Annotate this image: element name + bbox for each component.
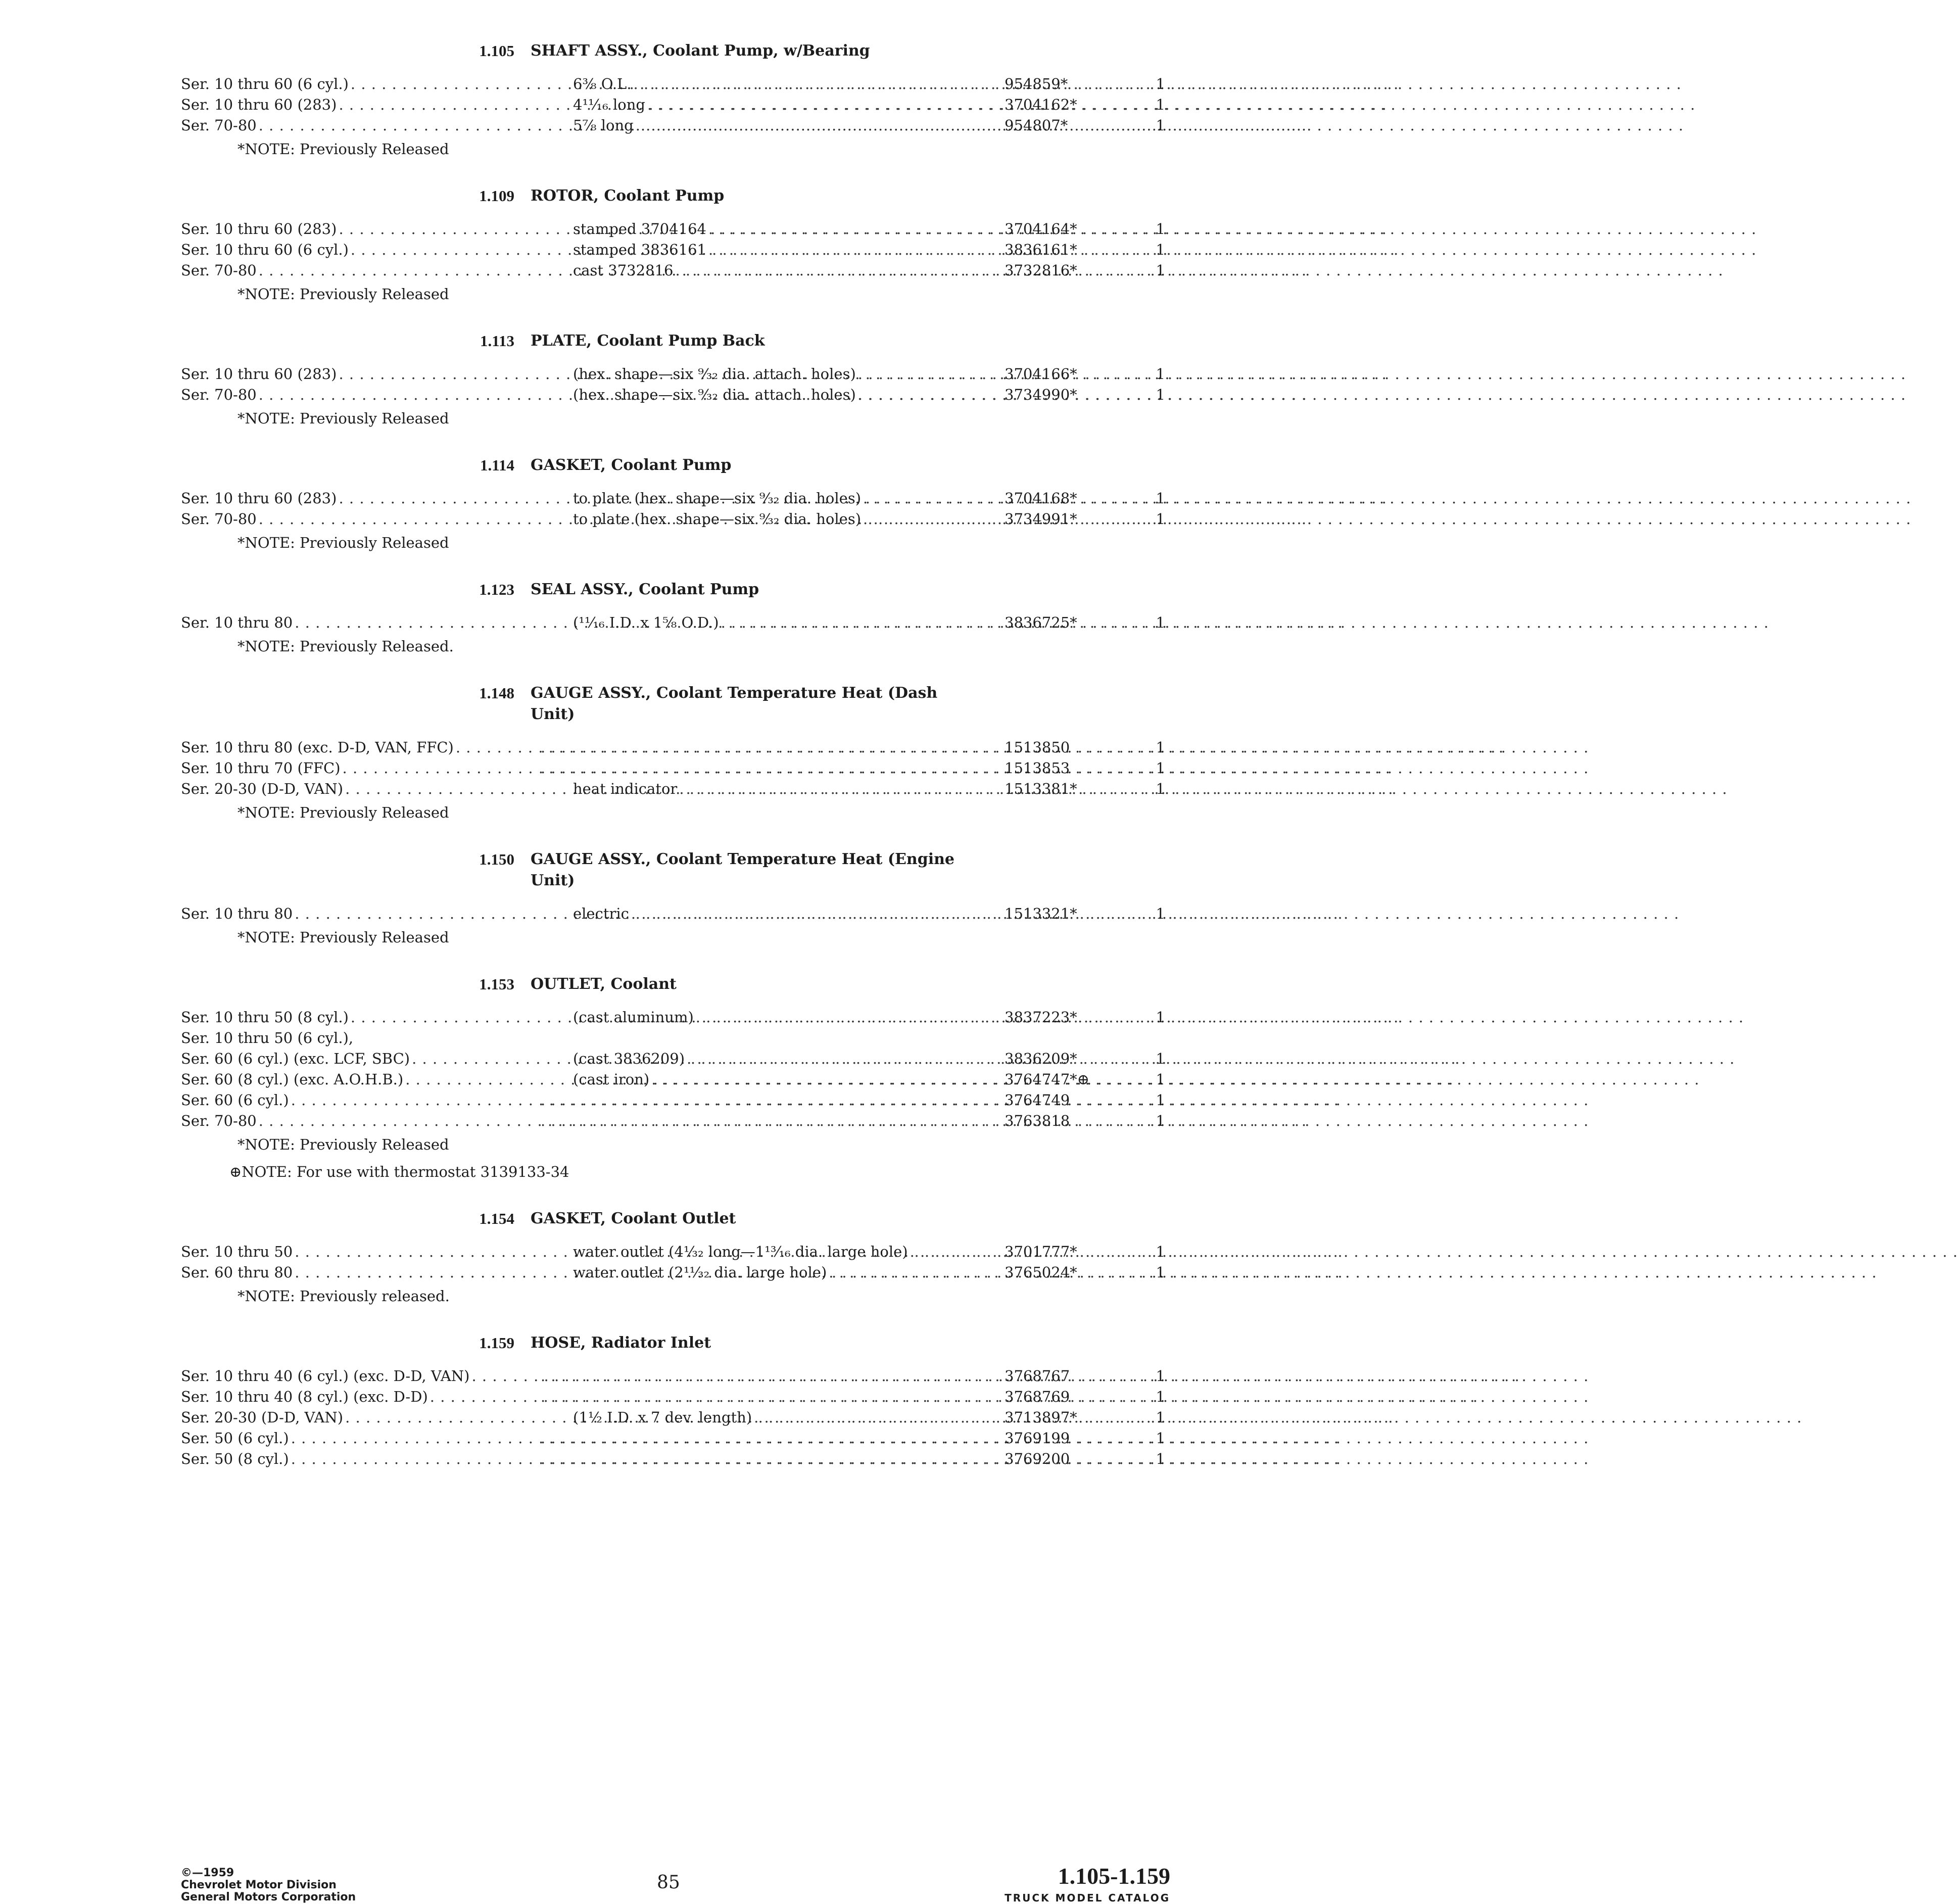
description-text: electric	[573, 905, 629, 922]
quantity: 1	[1156, 1409, 1165, 1426]
part-number: 3765024*	[1005, 1264, 1077, 1281]
section-number: 1.148	[479, 684, 514, 702]
application-text: Ser. 70-80	[181, 510, 257, 528]
section-note: *NOTE: Previously Released	[237, 929, 449, 946]
part-number: 3769200	[1005, 1450, 1070, 1467]
application-text: Ser. 20-30 (D-D, VAN)	[181, 780, 344, 797]
catalog-section	[181, 849, 1181, 947]
section-header	[181, 1332, 1181, 1354]
application-text: Ser. 60 (8 cyl.) (exc. A.O.H.B.)	[181, 1071, 404, 1088]
section-note: *NOTE: Previously Released.	[237, 638, 454, 655]
quantity: 1	[1156, 1071, 1165, 1088]
section-number: 1.105	[479, 42, 514, 60]
section-header	[181, 849, 1181, 891]
application-text: Ser. 10 thru 60 (6 cyl.)	[181, 75, 349, 92]
parts-row	[181, 1069, 1181, 1090]
application-text: Ser. 70-80	[181, 117, 257, 134]
application-cell	[181, 903, 514, 924]
part-number: 1513321*	[1005, 905, 1077, 922]
application-cell	[181, 1242, 514, 1262]
description-cell	[539, 1449, 984, 1469]
parts-row	[181, 612, 1181, 633]
section-header	[181, 579, 1181, 600]
quantity: 1	[1156, 780, 1165, 797]
application-text: Ser. 50 (6 cyl.)	[181, 1430, 289, 1447]
application-cell	[181, 1407, 514, 1428]
publisher-block	[181, 1867, 356, 1903]
part-number: 3704162*	[1005, 96, 1077, 113]
corporation-name: General Motors Corporation	[181, 1891, 356, 1903]
application-text: Ser. 10 thru 50 (6 cyl.),	[181, 1029, 354, 1046]
description-cell	[539, 364, 984, 385]
application-text: Ser. 60 thru 80	[181, 1264, 293, 1281]
parts-row	[181, 903, 1181, 924]
description-cell	[539, 1262, 984, 1283]
description-cell	[539, 1428, 984, 1449]
part-number: 3704164*	[1005, 220, 1077, 237]
parts-row	[181, 1028, 1181, 1049]
parts-row	[181, 1449, 1181, 1469]
parts-row	[181, 758, 1181, 779]
section-note: *NOTE: Previously Released	[237, 804, 449, 821]
parts-row	[181, 364, 1181, 385]
quantity: 1	[1156, 1050, 1165, 1067]
section-number: 1.153	[479, 975, 514, 993]
quantity: 1	[1156, 96, 1165, 113]
application-cell	[181, 1049, 514, 1069]
application-text: Ser. 10 thru 40 (6 cyl.) (exc. D-D, VAN)	[181, 1367, 470, 1385]
dot-leader	[651, 1069, 1699, 1090]
section-number: 1.159	[479, 1334, 514, 1352]
section-number: 1.114	[480, 456, 514, 474]
section-number: 1.154	[479, 1210, 514, 1227]
description-cell	[539, 1007, 984, 1028]
application-cell	[181, 737, 514, 758]
application-text: Ser. 70-80	[181, 1112, 257, 1129]
section-note: ⊕NOTE: For use with thermostat 3139133-34	[229, 1163, 569, 1180]
application-cell	[181, 758, 514, 779]
part-number: 3836725*	[1005, 614, 1077, 631]
application-cell	[181, 1262, 514, 1283]
part-number: 3734991*	[1005, 510, 1077, 528]
catalog-page	[181, 40, 1181, 1496]
application-cell	[181, 94, 514, 115]
section-header	[181, 974, 1181, 995]
catalog-section	[181, 1332, 1181, 1469]
parts-row	[181, 1049, 1181, 1069]
section-title: OUTLET, Coolant	[531, 975, 677, 993]
quantity: 1	[1156, 241, 1165, 258]
catalog-section	[181, 579, 1181, 656]
parts-row	[181, 1407, 1181, 1428]
description-cell	[539, 1387, 984, 1407]
part-number: 3764747*⊕	[1005, 1071, 1089, 1088]
application-text: Ser. 70-80	[181, 386, 257, 403]
part-number: 3769199	[1005, 1430, 1070, 1447]
description-text: (1½ I.D. x 7 dev. length)	[573, 1409, 752, 1426]
application-cell	[181, 779, 514, 799]
description-cell	[539, 385, 984, 405]
description-cell	[539, 1407, 984, 1428]
parts-row	[181, 385, 1181, 405]
description-text: cast 3732816	[573, 262, 674, 279]
quantity: 1	[1156, 220, 1165, 237]
dot-leader	[696, 1007, 1744, 1028]
description-text: stamped 3704164	[573, 220, 706, 237]
quantity: 1	[1156, 614, 1165, 631]
description-text: stamped 3836161	[573, 241, 706, 258]
application-cell	[181, 74, 514, 94]
part-number: 3768767	[1005, 1367, 1070, 1385]
description-text: 4¹¹⁄₁₆ long	[573, 96, 645, 113]
parts-row	[181, 219, 1181, 240]
part-number: 3704168*	[1005, 490, 1077, 507]
dot-leader	[708, 240, 1756, 260]
part-number: 3763818	[1005, 1112, 1070, 1129]
parts-row	[181, 1428, 1181, 1449]
page-range-block	[1005, 1864, 1170, 1904]
section-title: GAUGE ASSY., Coolant Temperature Heat (Engine Unit)	[531, 850, 955, 889]
quantity: 1	[1156, 262, 1165, 279]
description-cell	[539, 509, 984, 530]
application-cell	[181, 364, 514, 385]
quantity: 1	[1156, 759, 1165, 777]
quantity: 1	[1156, 1091, 1165, 1109]
section-header	[181, 330, 1181, 352]
application-text: Ser. 10 thru 70 (FFC)	[181, 759, 341, 777]
section-title: SEAL ASSY., Coolant Pump	[531, 581, 759, 598]
quantity: 1	[1156, 1112, 1165, 1129]
section-number: 1.123	[479, 581, 514, 598]
catalog-section	[181, 330, 1181, 429]
part-number: 3836209*	[1005, 1050, 1077, 1067]
part-number: 3836161*	[1005, 241, 1077, 258]
application-text: Ser. 10 thru 60 (283)	[181, 220, 337, 237]
quantity: 1	[1156, 905, 1165, 922]
section-note: *NOTE: Previously Released	[237, 534, 449, 551]
part-number: 3732816*	[1005, 262, 1077, 279]
description-cell	[539, 260, 984, 281]
description-cell	[539, 488, 984, 509]
parts-row	[181, 509, 1181, 530]
description-cell	[539, 1069, 984, 1090]
part-number: 1513381*	[1005, 780, 1077, 797]
quantity: 1	[1156, 386, 1165, 403]
description-cell	[539, 1090, 984, 1111]
description-text: (hex. shape—six ⁹⁄₃₂ dia. attach. holes)	[573, 365, 856, 383]
application-cell	[181, 509, 514, 530]
quantity: 1	[1156, 490, 1165, 507]
parts-row	[181, 260, 1181, 281]
description-cell	[539, 779, 984, 799]
section-title: GASKET, Coolant Outlet	[531, 1210, 736, 1227]
parts-row	[181, 1366, 1181, 1387]
description-text: to plate (hex. shape—six ⁹⁄₃₂ dia. holes)	[573, 510, 862, 528]
section-title: GASKET, Coolant Pump	[531, 456, 732, 474]
parts-row	[181, 1242, 1181, 1262]
dot-leader	[675, 260, 1723, 281]
application-cell	[181, 1366, 514, 1387]
part-number: 3764749	[1005, 1091, 1070, 1109]
part-number: 954859*	[1005, 75, 1068, 92]
quantity: 1	[1156, 510, 1165, 528]
description-text: (cast 3836209)	[573, 1050, 685, 1067]
description-cell	[539, 1366, 984, 1387]
application-text: Ser. 10 thru 60 (283)	[181, 96, 337, 113]
section-title: ROTOR, Coolant Pump	[531, 187, 725, 205]
parts-row	[181, 74, 1181, 94]
application-text: Ser. 10 thru 80	[181, 905, 293, 922]
description-text: (hex. shape—six ⁹⁄₃₂ dia. attach. holes)	[573, 386, 856, 403]
quantity: 1	[1156, 75, 1165, 92]
section-title: HOSE, Radiator Inlet	[531, 1334, 711, 1352]
section-header	[181, 683, 1181, 725]
application-text: Ser. 10 thru 80	[181, 614, 293, 631]
application-cell	[181, 612, 514, 633]
description-text: heat indicator	[573, 780, 678, 797]
section-title: SHAFT ASSY., Coolant Pump, w/Bearing	[531, 42, 870, 60]
description-cell	[539, 737, 984, 758]
catalog-section	[181, 974, 1181, 1182]
quantity: 1	[1156, 1450, 1165, 1467]
application-cell	[181, 1090, 514, 1111]
application-text: Ser. 20-30 (D-D, VAN)	[181, 1409, 344, 1426]
section-note: *NOTE: Previously Released	[237, 140, 449, 158]
application-cell	[181, 1387, 514, 1407]
part-number: 3768769	[1005, 1388, 1070, 1405]
application-text: Ser. 10 thru 80 (exc. D-D, VAN, FFC)	[181, 739, 454, 756]
section-note: *NOTE: Previously Released	[237, 285, 449, 303]
description-cell	[539, 758, 984, 779]
quantity: 1	[1156, 365, 1165, 383]
description-cell	[539, 240, 984, 260]
section-title: PLATE, Coolant Pump Back	[531, 332, 765, 350]
page-range: 1.105-1.159	[1058, 1863, 1170, 1889]
application-cell	[181, 219, 514, 240]
application-text: Ser. 50 (8 cyl.)	[181, 1450, 289, 1467]
description-text: 6³⁄₈ O.L.	[573, 75, 632, 92]
section-header	[181, 455, 1181, 476]
dot-leader	[721, 612, 1769, 633]
section-number: 1.109	[479, 187, 514, 205]
catalog-name: TRUCK MODEL CATALOG	[1005, 1892, 1170, 1904]
part-number: 3701777*	[1005, 1243, 1077, 1260]
section-title: GAUGE ASSY., Coolant Temperature Heat (Dash Unit)	[531, 684, 938, 723]
part-number: 1513850	[1005, 739, 1070, 756]
part-number: 3837223*	[1005, 1009, 1077, 1026]
application-cell	[181, 1449, 514, 1469]
page-number: 85	[657, 1872, 680, 1893]
part-number: 3734990*	[1005, 386, 1077, 403]
application-text: Ser. 10 thru 60 (283)	[181, 490, 337, 507]
quantity: 1	[1156, 1367, 1165, 1385]
application-cell	[181, 260, 514, 281]
dot-leader	[687, 1049, 1735, 1069]
description-cell	[539, 1242, 984, 1262]
dot-leader	[679, 779, 1727, 799]
quantity: 1	[1156, 1243, 1165, 1260]
catalog-section	[181, 683, 1181, 823]
description-text: 5⁷⁄₈ long	[573, 117, 634, 134]
quantity: 1	[1156, 1264, 1165, 1281]
section-header	[181, 40, 1181, 62]
quantity: 1	[1156, 1430, 1165, 1447]
description-cell	[539, 74, 984, 94]
parts-row	[181, 1111, 1181, 1131]
application-text: Ser. 10 thru 60 (6 cyl.)	[181, 241, 349, 258]
parts-row	[181, 488, 1181, 509]
application-cell	[181, 240, 514, 260]
section-note: *NOTE: Previously Released	[237, 410, 449, 427]
application-text: Ser. 10 thru 50 (8 cyl.)	[181, 1009, 349, 1026]
catalog-section	[181, 455, 1181, 553]
section-header	[181, 185, 1181, 207]
description-text: (cast aluminum)	[573, 1009, 694, 1026]
application-cell	[181, 1111, 514, 1131]
application-cell	[181, 1028, 514, 1049]
application-text: Ser. 10 thru 40 (8 cyl.) (exc. D-D)	[181, 1388, 428, 1405]
part-number: 1513853	[1005, 759, 1070, 777]
application-text: Ser. 10 thru 50	[181, 1243, 293, 1260]
parts-row	[181, 1262, 1181, 1283]
parts-row	[181, 779, 1181, 799]
dot-leader	[708, 219, 1756, 240]
division-name: Chevrolet Motor Division	[181, 1879, 337, 1891]
parts-row	[181, 240, 1181, 260]
description-text: water outlet (4¹⁄₃₂ long—1¹³⁄₁₆ dia. large hole)	[573, 1243, 908, 1260]
application-cell	[181, 488, 514, 509]
quantity: 1	[1156, 1009, 1165, 1026]
parts-row	[181, 737, 1181, 758]
application-cell	[181, 1428, 514, 1449]
description-cell	[539, 903, 984, 924]
application-text: Ser. 10 thru 60 (283)	[181, 365, 337, 383]
application-cell	[181, 1069, 514, 1090]
part-number: 3704166*	[1005, 365, 1077, 383]
description-cell	[539, 1049, 984, 1069]
parts-row	[181, 1387, 1181, 1407]
parts-row	[181, 1090, 1181, 1111]
dot-leader	[754, 1407, 1802, 1428]
description-cell	[539, 115, 984, 136]
application-cell	[181, 115, 514, 136]
application-cell	[181, 1007, 514, 1028]
quantity: 1	[1156, 1388, 1165, 1405]
catalog-section	[181, 185, 1181, 304]
description-cell	[539, 94, 984, 115]
catalog-section	[181, 1208, 1181, 1306]
quantity: 1	[1156, 117, 1165, 134]
description-text: (¹¹⁄₁₆ I.D. x 1⁵⁄₈ O.D.)	[573, 614, 719, 631]
copyright: ©—1959	[181, 1867, 234, 1879]
quantity: 1	[1156, 739, 1165, 756]
part-number: 3713897*	[1005, 1409, 1077, 1426]
description-cell	[539, 1111, 984, 1131]
description-text: water outlet (2¹¹⁄₃₂ dia. large hole)	[573, 1264, 827, 1281]
description-cell	[539, 219, 984, 240]
application-text: Ser. 70-80	[181, 262, 257, 279]
section-header	[181, 1208, 1181, 1229]
parts-row	[181, 94, 1181, 115]
description-text: to plate (hex. shape—six ⁹⁄₃₂ dia. holes)	[573, 490, 862, 507]
parts-row	[181, 115, 1181, 136]
section-number: 1.150	[479, 850, 514, 868]
description-text: (cast iron)	[573, 1071, 650, 1088]
description-cell	[539, 612, 984, 633]
application-cell	[181, 385, 514, 405]
application-text: Ser. 60 (6 cyl.) (exc. LCF, SBC)	[181, 1050, 410, 1067]
section-note: *NOTE: Previously released.	[237, 1288, 450, 1305]
catalog-section	[181, 40, 1181, 159]
section-note: *NOTE: Previously Released	[237, 1136, 449, 1153]
section-number: 1.113	[480, 332, 514, 350]
part-number: 954807*	[1005, 117, 1068, 134]
parts-row	[181, 1007, 1181, 1028]
application-text: Ser. 60 (6 cyl.)	[181, 1091, 289, 1109]
